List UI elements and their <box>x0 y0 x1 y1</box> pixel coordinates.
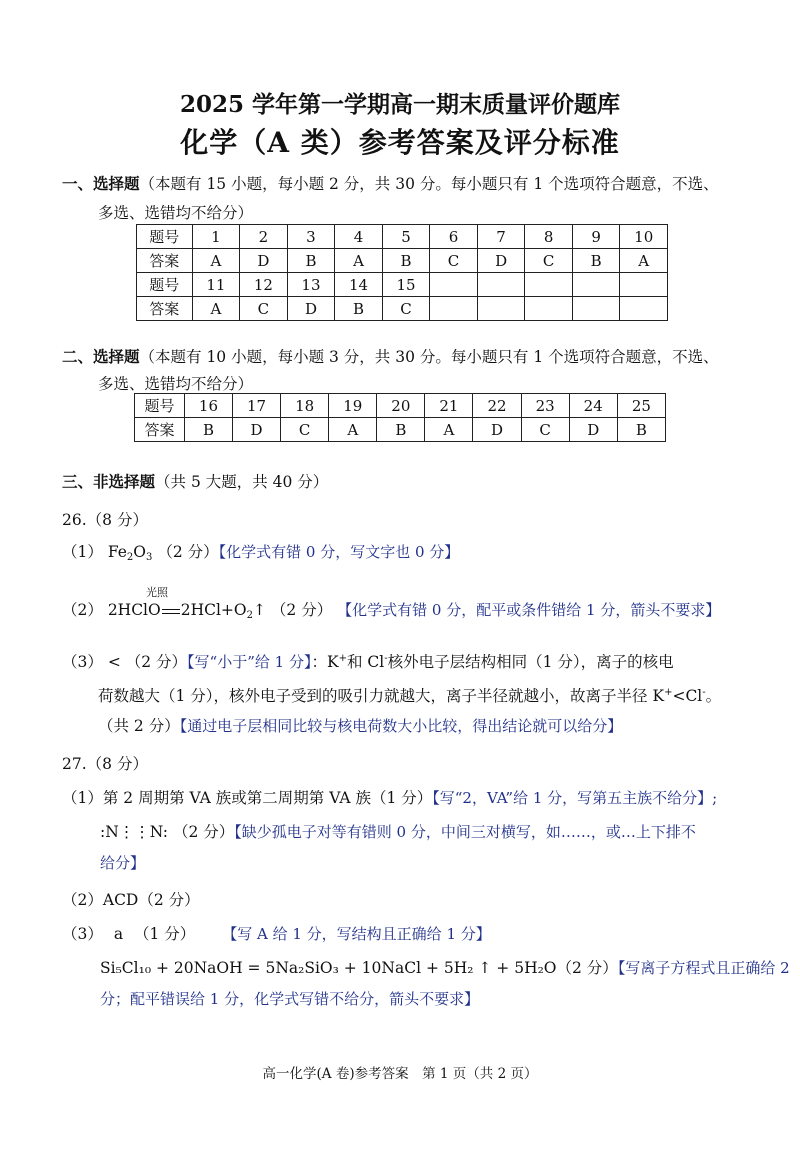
table-cell: 25 <box>617 394 665 418</box>
q27-a3-note2: 【写离子方程式且正确给 2 <box>617 959 790 977</box>
reaction-condition: 光照 <box>146 586 168 599</box>
table-cell: C <box>281 418 329 442</box>
gas-arrow: ↑ <box>252 601 266 619</box>
q26-answer3-line1 <box>62 650 674 672</box>
q26-a3-total: （共 2 分） <box>98 717 180 735</box>
table-cell: 11 <box>192 273 240 297</box>
table-cell: B <box>287 249 335 273</box>
table-row-header: 题号 <box>135 394 185 418</box>
table-cell: 14 <box>335 273 383 297</box>
q26-answer3-line3 <box>98 714 622 736</box>
table-cell: D <box>240 249 288 273</box>
table-cell: 24 <box>569 394 617 418</box>
q27-a1-note2: 【缺少孤电子对等有错则 0 分，中间三对横写，如……，或…上下排不 <box>234 823 696 841</box>
table-cell: 20 <box>377 394 425 418</box>
table-cell <box>620 297 668 321</box>
q26-a2-score: （2 分） <box>270 601 333 619</box>
table-cell <box>572 297 620 321</box>
page-footer: 高一化学(A 卷)参考答案 第 1 页（共 2 页） <box>262 1066 538 1082</box>
q26-a1-score: （2 分） <box>157 543 219 561</box>
q27-a3-note2-cont: 分；配平错误给 1 分，化学式写错不给分，箭头不要求】 <box>100 990 480 1008</box>
charge-superscript: - <box>702 687 706 698</box>
part1-heading: 一、选择题 <box>62 174 140 193</box>
table-row <box>135 394 666 418</box>
table-cell <box>430 297 478 321</box>
table-row-header: 题号 <box>137 273 193 297</box>
table-cell: 4 <box>335 225 383 249</box>
formula-subscript: 2 <box>126 552 134 563</box>
table-cell: B <box>617 418 665 442</box>
q26-a3-text: ：K <box>311 653 339 671</box>
table-cell: B <box>184 418 232 442</box>
q26-a2-note: 【化学式有错 0 分，配平或条件错给 1 分，箭头不要求】 <box>337 601 721 619</box>
table-cell: 1 <box>192 225 240 249</box>
q27-answer1-line3 <box>100 852 145 873</box>
q26-a3-text: <Cl <box>672 687 703 705</box>
part1-desc-line2: 多选、选错均不给分） <box>98 204 254 222</box>
q27-answer3-line1 <box>62 922 491 944</box>
q27-a3-note: 【写 A 给 1 分，写结构且正确给 1 分】 <box>222 925 491 943</box>
q27-a2-text: ACD（2 分） <box>102 891 200 909</box>
q26-a3-answer: < <box>107 653 121 671</box>
electron-formula: :N⋮⋮N: <box>100 823 169 841</box>
table-row <box>137 249 668 273</box>
q26-a1-formula <box>108 543 153 561</box>
table-cell: D <box>233 418 281 442</box>
table-cell <box>477 273 525 297</box>
formula-subscript: 2 <box>246 610 253 621</box>
table-cell <box>477 297 525 321</box>
q27-label: 27.（8 分） <box>62 755 148 773</box>
q26-a2-equation <box>108 601 266 619</box>
q26-a3-text: 和 Cl <box>346 653 385 671</box>
table-cell: B <box>382 249 430 273</box>
table-cell: 13 <box>287 273 335 297</box>
q27-a3-equation: Si₅Cl₁₀ + 20NaOH = 5Na₂SiO₃ + 10NaCl + 5H₂ ↑ + 5H₂O（2 分） <box>100 959 618 977</box>
q26-a2-num: （2） <box>62 601 103 619</box>
q26-a3-note2: 【通过电子层相同比较与核电荷数大小比较，得出结论就可以给分】 <box>179 717 623 735</box>
part3-heading: 三、非选择题 <box>62 472 156 491</box>
table-row <box>137 297 668 321</box>
table-cell: A <box>335 249 383 273</box>
q26-a3-text: 荷数越大（1 分），核外电子受到的吸引力就越大，离子半径就越小，故离子半径 K <box>98 687 665 705</box>
q27-answer1-line2 <box>100 820 696 842</box>
table-cell <box>572 273 620 297</box>
part2-heading: 二、选择题 <box>62 347 140 366</box>
table-row-header: 答案 <box>137 297 193 321</box>
table-row-header: 题号 <box>137 225 193 249</box>
part2-answer-table <box>134 393 666 442</box>
q27-answer1-line1 <box>62 786 717 808</box>
table-cell: C <box>521 418 569 442</box>
q26-answer1 <box>62 540 459 563</box>
table-cell: D <box>569 418 617 442</box>
table-cell: B <box>335 297 383 321</box>
part2-desc-line2: 多选、选错均不给分） <box>98 375 254 393</box>
equation-left: 2HClO <box>107 601 161 619</box>
table-cell: C <box>240 297 288 321</box>
q26-a3-text: 。 <box>705 687 722 705</box>
table-cell: 23 <box>521 394 569 418</box>
table-cell: 15 <box>382 273 430 297</box>
table-row-header: 答案 <box>137 249 193 273</box>
table-cell: 17 <box>233 394 281 418</box>
part1-answer-table <box>136 224 668 321</box>
q26-label: 26.（8 分） <box>62 511 148 529</box>
page-title: 2025 学年第一学期高一期末质量评价题库 <box>179 91 621 118</box>
table-cell: 5 <box>382 225 430 249</box>
q27-a3-answer: a <box>113 925 124 943</box>
table-cell <box>620 273 668 297</box>
formula-part: O <box>133 543 146 561</box>
part3-heading-line <box>62 470 328 492</box>
equation-right: 2HCl+O <box>180 601 247 619</box>
table-row <box>137 273 668 297</box>
table-cell: 9 <box>572 225 620 249</box>
part1-desc: （本题有 15 小题，每小题 2 分，共 30 分。每小题只有 1 个选项符合题意，不选、 <box>139 175 719 193</box>
table-cell: C <box>525 249 573 273</box>
table-cell: 12 <box>240 273 288 297</box>
table-cell: C <box>430 249 478 273</box>
q27-a3-num: （3） <box>62 925 103 943</box>
q27-answer2 <box>62 888 200 910</box>
part3-desc: （共 5 大题，共 40 分） <box>155 473 329 491</box>
table-cell: A <box>192 249 240 273</box>
table-cell: A <box>620 249 668 273</box>
table-cell <box>430 273 478 297</box>
q27-a3-score: （1 分） <box>134 925 196 943</box>
table-row-header: 答案 <box>135 418 185 442</box>
part2-desc: （本题有 10 小题，每小题 3 分，共 30 分。每小题只有 1 个选项符合题意，不选、 <box>139 348 719 366</box>
q26-answer2 <box>62 598 720 621</box>
table-cell: 22 <box>473 394 521 418</box>
q27-a1-score: （2 分） <box>172 823 235 841</box>
equals-sign <box>162 609 180 614</box>
table-cell <box>525 273 573 297</box>
q26-a1-note: 【化学式有错 0 分，写文字也 0 分】 <box>218 543 460 561</box>
table-cell: D <box>477 249 525 273</box>
table-cell: D <box>287 297 335 321</box>
table-cell: A <box>329 418 377 442</box>
table-cell: B <box>572 249 620 273</box>
table-cell: 16 <box>184 394 232 418</box>
q27-a1-note: 【写“2，VA”给 1 分，写第五主族不给分】; <box>432 789 718 807</box>
table-cell: D <box>473 418 521 442</box>
table-cell: 19 <box>329 394 377 418</box>
q26-a3-note1: 【写“小于”给 1 分】 <box>187 653 312 671</box>
q26-a3-num: （3） <box>62 653 103 671</box>
table-row <box>137 225 668 249</box>
table-cell: 2 <box>240 225 288 249</box>
q27-answer3-line3 <box>100 988 479 1009</box>
q27-a2-num: （2） <box>62 891 103 909</box>
part2-heading-line <box>62 345 719 367</box>
formula-subscript: 3 <box>146 552 153 563</box>
table-cell: 8 <box>525 225 573 249</box>
charge-superscript: - <box>384 653 388 664</box>
table-cell: A <box>192 297 240 321</box>
table-cell: 18 <box>281 394 329 418</box>
charge-superscript: + <box>664 687 673 698</box>
q26-answer3-line2 <box>98 684 721 706</box>
table-cell: 6 <box>430 225 478 249</box>
q27-a1-note2-cont: 给分】 <box>100 854 146 872</box>
q26-a3-text: 核外电子层结构相同（1 分），离子的核电 <box>387 653 674 671</box>
table-cell: 10 <box>620 225 668 249</box>
part1-heading-line <box>62 172 719 194</box>
q26-a1-num: （1） <box>62 543 103 561</box>
q27-a1-text: 第 2 周期第 VA 族或第二周期第 VA 族（1 分） <box>102 789 433 807</box>
q27-answer3-line2 <box>100 956 790 978</box>
table-cell: 3 <box>287 225 335 249</box>
page-subtitle: 化学（A 类）参考答案及评分标准 <box>180 126 620 159</box>
table-cell: 7 <box>477 225 525 249</box>
table-cell: C <box>382 297 430 321</box>
table-cell: B <box>377 418 425 442</box>
table-cell: A <box>425 418 473 442</box>
q26-a3-score: （2 分） <box>125 653 188 671</box>
table-cell: 21 <box>425 394 473 418</box>
table-cell <box>525 297 573 321</box>
formula-part: Fe <box>107 543 127 561</box>
table-row <box>135 418 666 442</box>
charge-superscript: + <box>338 653 347 664</box>
q27-a1-num: （1） <box>62 789 103 807</box>
